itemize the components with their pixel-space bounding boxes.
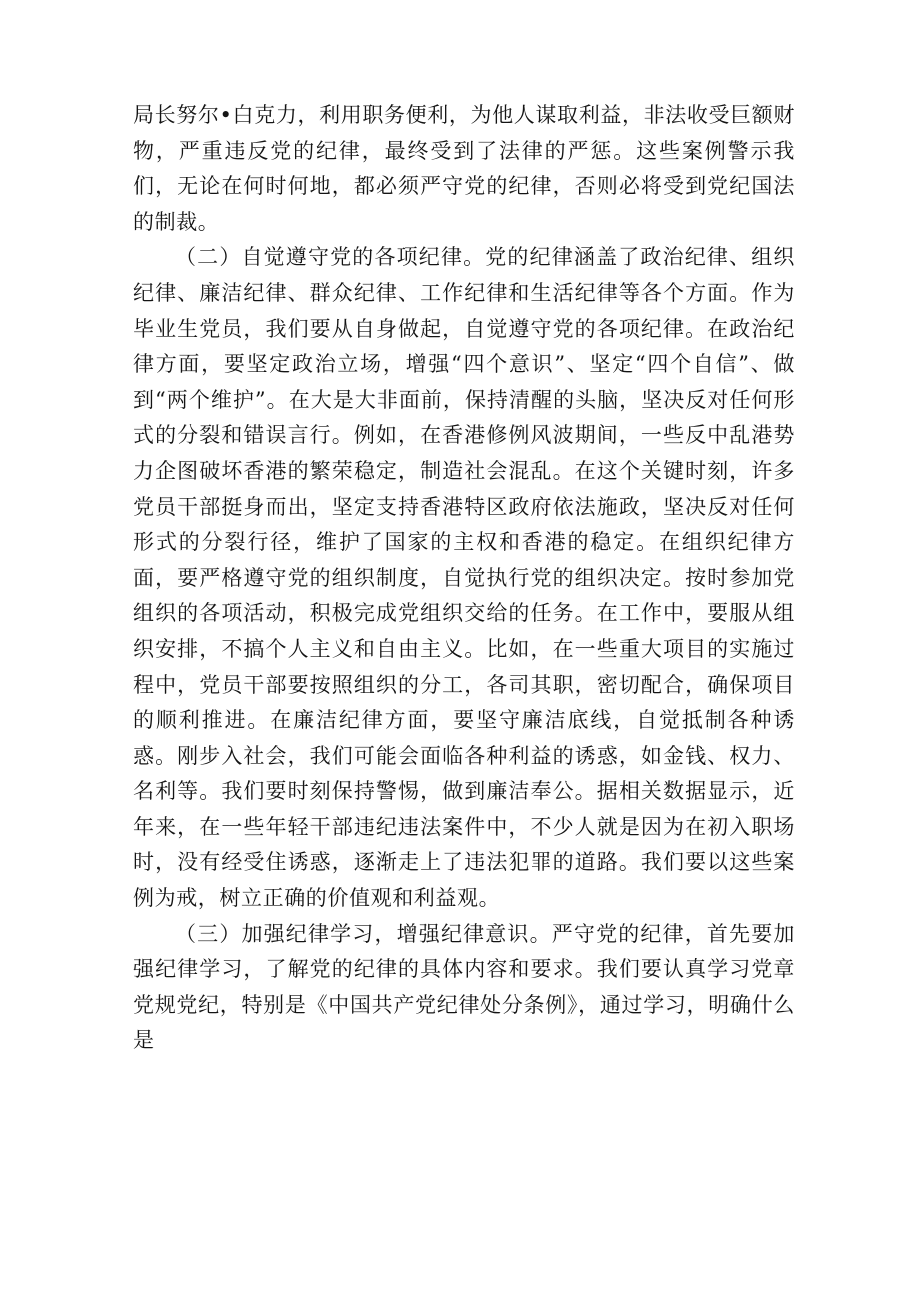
paragraph-continuation: 局长努尔•白克力，利用职务便利，为他人谋取利益，非法收受巨额财物，严重违反党的纪律，最终受到了法律的严惩。这些案例警示我们，无论在何时何地，都必须严守党的纪律，否则必将受到党纪国法的制裁。	[133, 103, 795, 234]
paragraph-discipline-study: （三）加强纪律学习，增强纪律意识。严守党的纪律，首先要加强纪律学习，了解党的纪律的具体内容和要求。我们要认真学习党章党规党纪，特别是《中国共产党纪律处分条例》，通过学习，明确什么是	[133, 921, 795, 1053]
paragraph-abide-discipline: （二）自觉遵守党的各项纪律。党的纪律涵盖了政治纪律、组织纪律、廉洁纪律、群众纪律、工作纪律和生活纪律等各个方面。作为毕业生党员，我们要从自身做起，自觉遵守党的各项纪律。在政治纪律方面，要坚定政治立场，增强“四个意识”、坚定“四个自信”、做到“两个维护”。在大是大非面前，保持清醒的头脑，坚决反对任何形式的分裂和错误言行。例如，在香港修例风波期间，一些反中乱港势力企图破坏香港的繁荣稳定，制造社会混乱。在这个关键时刻，许多党员干部挺身而出，坚定支持香港特区政府依法施政，坚决反对任何形式的分裂行径，维护了国家的主权和香港的稳定。在组织纪律方面，要严格遵守党的组织制度，自觉执行党的组织决定。按时参加党组织的各项活动，积极完成党组织交给的任务。在工作中，要服从组织安排，不搞个人主义和自由主义。比如，在一些重大项目的实施过程中，党员干部要按照组织的分工，各司其职，密切配合，确保项目的顺利推进。在廉洁纪律方面，要坚守廉洁底线，自觉抵制各种诱惑。刚步入社会，我们可能会面临各种利益的诱惑，如金钱、权力、名利等。我们要时刻保持警惕，做到廉洁奉公。据相关数据显示，近年来，在一些年轻干部违纪违法案件中，不少人就是因为在初入职场时，没有经受住诱惑，逐渐走上了违法犯罪的道路。我们要以这些案例为戒，树立正确的价值观和利益观。	[133, 245, 795, 911]
